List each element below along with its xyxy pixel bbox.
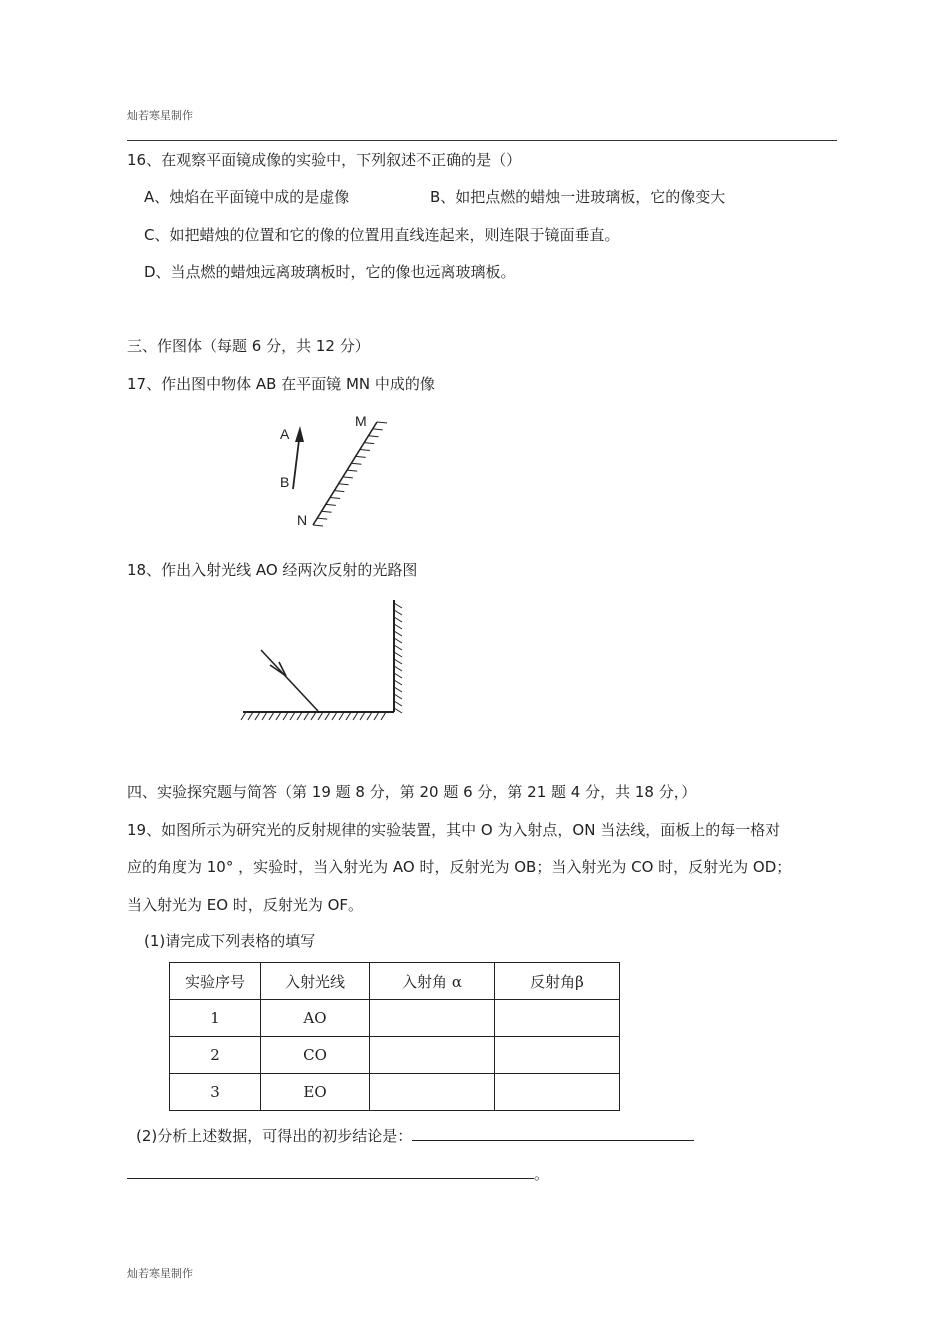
corner-mirror [241, 600, 402, 720]
answer-blank-1[interactable] [412, 1124, 694, 1141]
cell-index: 2 [170, 1037, 261, 1074]
table-row [170, 1000, 620, 1037]
q16-option-d: D、当点燃的蜡烛远离玻璃板时，它的像也远离玻璃板。 [144, 263, 516, 281]
q17-stem: 17、作出图中物体 AB 在平面镜 MN 中成的像 [127, 375, 435, 393]
col-header: 反射角β [495, 963, 620, 1000]
q16-option-c: C、如把蜡烛的位置和它的像的位置用直线连起来，则连限于镜面垂直。 [144, 226, 620, 244]
table-row [170, 1037, 620, 1074]
cell-ray: EO [261, 1074, 370, 1111]
q19-answer-line-2 [127, 1162, 549, 1184]
incident-ray-ao [261, 650, 318, 711]
q19-line-1: 19、如图所示为研究光的反射规律的实验装置，其中 O 为入射点，ON 当法线，面板上的每一格对 [127, 821, 781, 839]
label-a: A [280, 426, 290, 442]
cell-index: 3 [170, 1074, 261, 1111]
cell-reflection-angle[interactable] [495, 1000, 620, 1037]
label-b: B [280, 474, 290, 490]
label-m: M [355, 413, 367, 429]
section3-title: 三、作图体（每题 6 分，共 12 分） [127, 337, 370, 355]
q16-stem: 16、在观察平面镜成像的实验中，下列叙述不正确的是（） [127, 151, 522, 169]
answer-blank-2[interactable] [127, 1162, 534, 1179]
cell-ray: CO [261, 1037, 370, 1074]
q18-stem: 18、作出入射光线 AO 经两次反射的光路图 [127, 561, 418, 579]
col-header: 入射角 α [370, 963, 495, 1000]
cell-ray: AO [261, 1000, 370, 1037]
cell-reflection-angle[interactable] [495, 1037, 620, 1074]
cell-index: 1 [170, 1000, 261, 1037]
cell-reflection-angle[interactable] [495, 1074, 620, 1111]
q19-part-2-text: (2)分析上述数据，可得出的初步结论是： [136, 1127, 413, 1145]
table-header-row [170, 963, 620, 1000]
table-row [170, 1074, 620, 1111]
label-n: N [297, 512, 308, 528]
mirror-mn [313, 422, 387, 526]
q19-part-1: (1)请完成下列表格的填写 [144, 932, 316, 950]
col-header: 实验序号 [170, 963, 261, 1000]
q19-part-2 [136, 1124, 694, 1146]
q16-option-b: B、如把点燃的蜡烛一进玻璃板，它的像变大 [430, 188, 726, 206]
cell-incidence-angle[interactable] [370, 1000, 495, 1037]
cell-incidence-angle[interactable] [370, 1037, 495, 1074]
col-header: 入射光线 [261, 963, 370, 1000]
q16-option-a: A、烛焰在平面镜中成的是虚像 [144, 188, 350, 206]
experiment-table [169, 962, 620, 1111]
arrow-head-icon [295, 426, 304, 442]
q19-line-2: 应的角度为 10° ，实验时，当入射光为 AO 时，反射光为 OB；当入射光为 CO 时，反射光为 OD； [127, 858, 792, 876]
end-mark: 。 [534, 1165, 550, 1183]
cell-incidence-angle[interactable] [370, 1074, 495, 1111]
header-maker: 灿若寒星制作 [127, 109, 193, 122]
section4-title: 四、实验探究题与简答（第 19 题 8 分，第 20 题 6 分，第 21 题 4 分，共 18 分，） [127, 783, 697, 801]
q19-line-3: 当入射光为 EO 时，反射光为 OF。 [127, 896, 364, 914]
footer-maker: 灿若寒星制作 [127, 1267, 193, 1280]
